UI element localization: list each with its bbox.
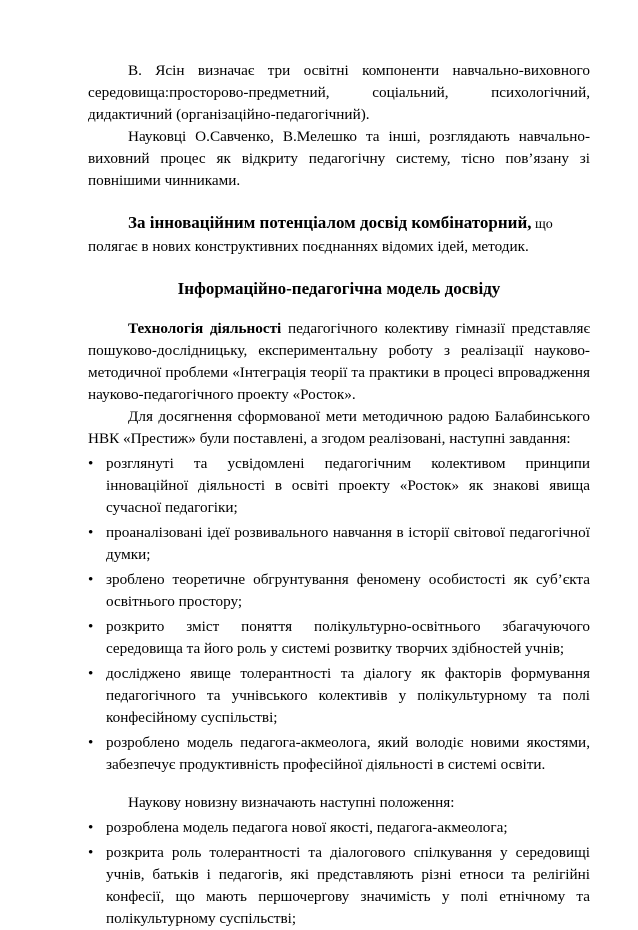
list-item-text: розкрита роль толерантності та діалогового спілкування у середовищі учнів, батьків і педагогів, які представляють різні етноси та релігійні конфесії, що мають першочергову значимість у полі етнічному та полікультурному суспільстві; <box>106 844 590 927</box>
list-item-text: розроблена модель педагога нової якості, педагога-акмеолога; <box>106 819 508 836</box>
novelty-list <box>88 817 590 930</box>
paragraph-novelty-intro: Наукову новизну визначають наступні положення: <box>128 794 455 811</box>
bullet-icon: • <box>88 819 94 836</box>
section-heading: Інформаційно-педагогічна модель досвіду <box>177 279 501 298</box>
list-item-text: зроблено теоретичне обгрунтування феномену особистості як суб’єкта освітнього простору; <box>106 571 590 610</box>
paragraph-innovation-rest: полягає в нових конструктивних поєднаннях відомих ідей, методик. <box>88 238 529 255</box>
list-item-text: досліджено явище толерантності та діалогу як факторів формування педагогічного та учнівського колективів у полікультурному та полі конфесійному суспільстві; <box>106 665 590 726</box>
list-item <box>88 569 590 613</box>
technology-text: педагогічного колективу гімназії представляє пошуково-дослідницьку, експериментальну роботу з реалізації науково-методичної проблеми «Інтеграція теорії та практики в процесі впровадження науково-педагогічного проекту «Росток». <box>88 320 591 403</box>
list-item <box>88 663 590 729</box>
bullet-icon: • <box>88 665 94 682</box>
list-item-text: розроблено модель педагога-акмеолога, який володіє новими якостями, забезпечує продуктивність професійної діяльності в системі освіти. <box>106 734 590 773</box>
bullet-icon: • <box>88 455 94 472</box>
bullet-icon: • <box>88 734 94 751</box>
list-item <box>88 732 590 776</box>
bullet-icon: • <box>88 844 94 861</box>
list-item-text: проаналізовані ідеї розвивального навчання в історії світової педагогічної думки; <box>106 524 590 563</box>
list-item-text: розглянуті та усвідомлені педагогічним колективом принципи інноваційної діяльності в освіті проекту «Росток» як знакові явища сучасної педагогіки; <box>106 455 590 516</box>
list-item <box>88 453 590 519</box>
list-item <box>88 616 590 660</box>
list-item <box>88 522 590 566</box>
innovation-potential-bold: За інноваційним потенціалом досвід комбінаторний, <box>128 213 532 232</box>
bullet-icon: • <box>88 618 94 635</box>
paragraph-methodical-council: Для досягнення сформованої мети методичною радою Балабинського НВК «Престиж» були поставлені, а згодом реалізовані, наступні завдання: <box>88 408 590 447</box>
document-page <box>88 60 590 930</box>
paragraph-yasin-components: В. Ясін визначає три освітні компоненти навчально-виховного середовища:просторово-предметний, соціальний, психологічний, дидактичний (організаційно-педагогічний). <box>88 62 590 123</box>
bullet-icon: • <box>88 524 94 541</box>
list-item-text: розкрито зміст поняття полікультурно-освітнього збагачуючого середовища та його роль у системі розвитку творчих здібностей учнів; <box>106 618 590 657</box>
technology-term: Технологія діяльності <box>128 320 282 337</box>
paragraph-innovation-potential <box>88 212 590 236</box>
list-item <box>88 817 590 839</box>
list-item <box>88 842 590 930</box>
paragraph-technology <box>88 318 590 406</box>
bullet-icon: • <box>88 571 94 588</box>
tasks-list <box>88 453 590 776</box>
innovation-potential-tail: що <box>531 217 553 232</box>
paragraph-scientists-system: Науковці О.Савченко, В.Мелешко та інші, розглядають навчально-виховний процес як відкриту педагогічну систему, тісно пов’язану зі повнішими чинниками. <box>88 128 590 189</box>
